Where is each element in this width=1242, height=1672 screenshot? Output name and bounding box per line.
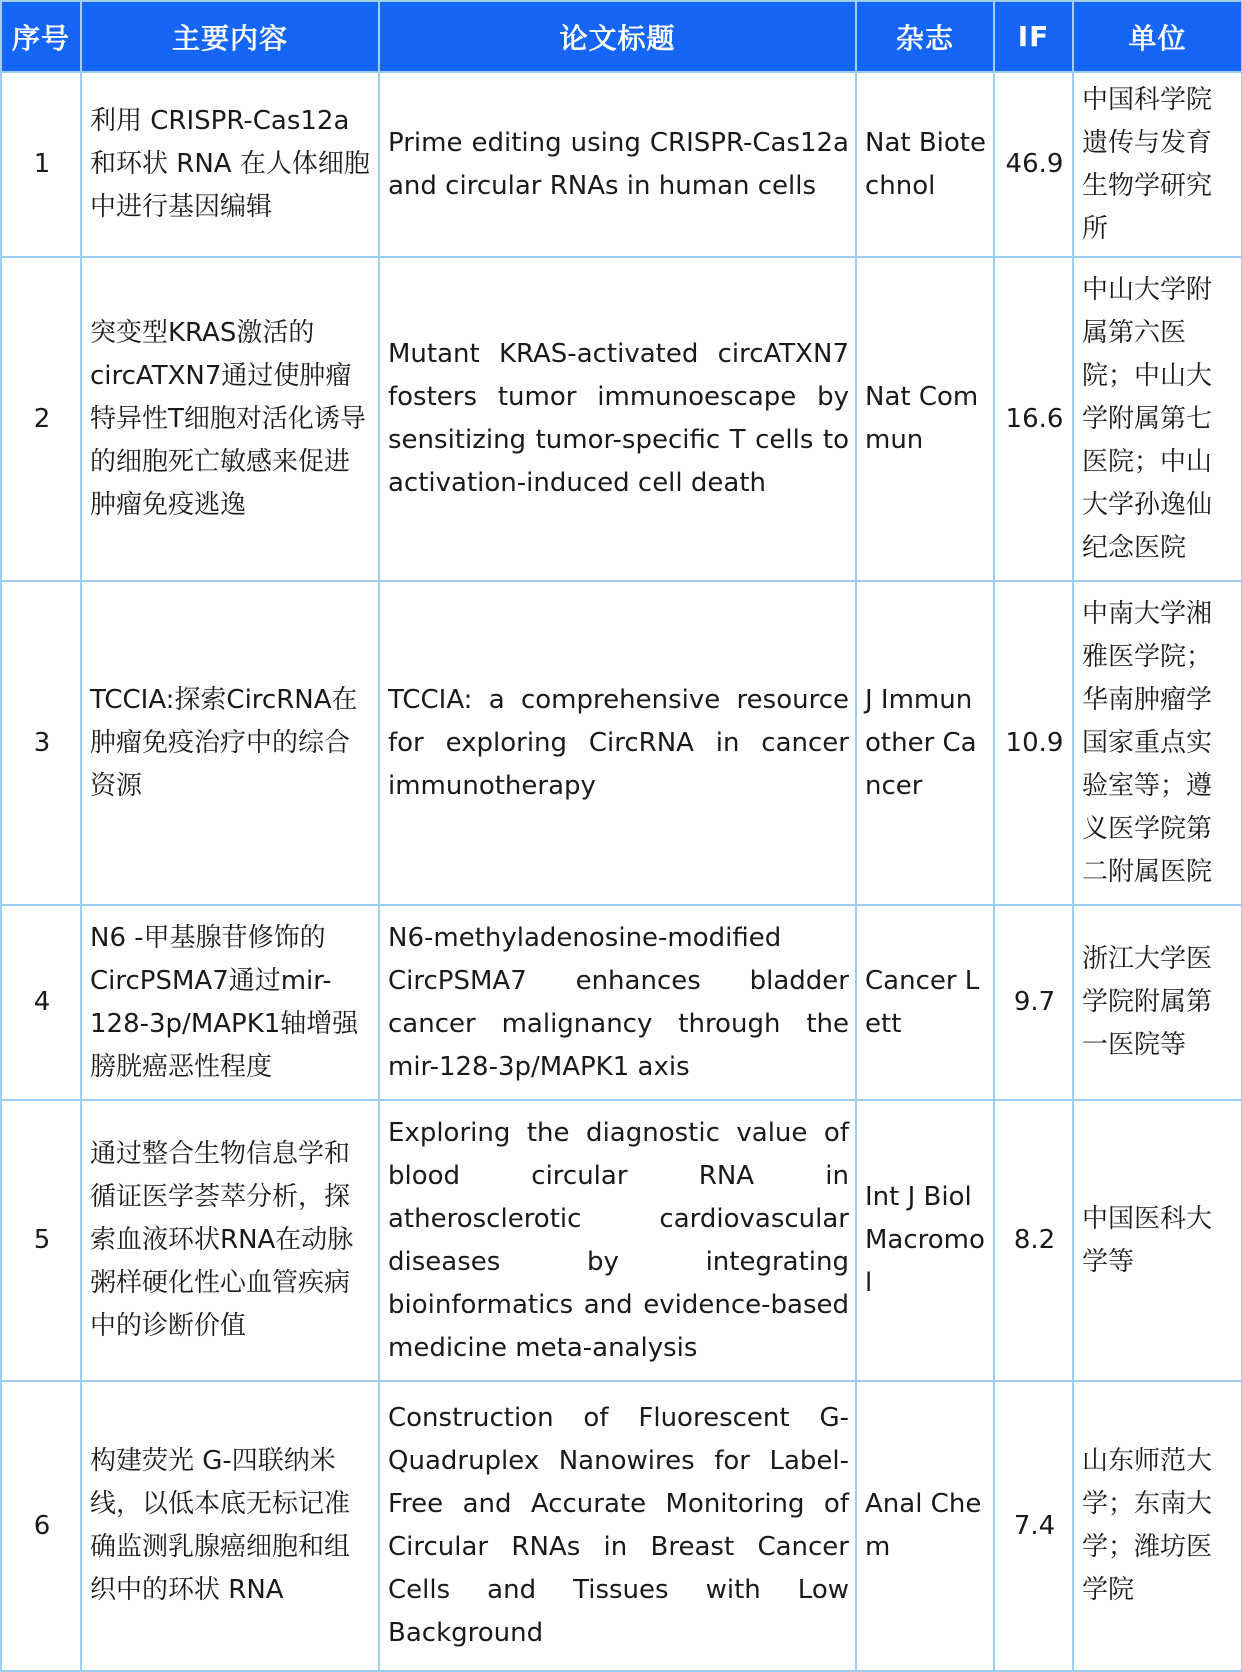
cell-if: 8.2	[994, 1100, 1073, 1381]
cell-if: 7.4	[994, 1381, 1073, 1671]
table-row	[1, 1381, 1242, 1671]
table-body	[1, 72, 1242, 1671]
table-row	[1, 72, 1242, 257]
cell-title: Construction of Fluorescent G-Quadruplex Nanowires for Label-Free and Accurate Monitoring of Circular RNAs in Breast Cancer Cells and Tissues with Low Background	[379, 1381, 856, 1671]
table-header	[1, 1, 1242, 72]
cell-if: 9.7	[994, 905, 1073, 1100]
cell-title: Prime editing using CRISPR-Cas12a and circular RNAs in human cells	[379, 72, 856, 257]
cell-unit: 浙江大学医学院附属第一医院等	[1073, 905, 1242, 1100]
table-row	[1, 257, 1242, 581]
cell-journal: J Immunother Cancer	[856, 581, 994, 905]
cell-content: 构建荧光 G-四联纳米线，以低本底无标记准确监测乳腺癌细胞和组织中的环状 RNA	[81, 1381, 379, 1671]
cell-if: 10.9	[994, 581, 1073, 905]
table-row	[1, 581, 1242, 905]
cell-if: 46.9	[994, 72, 1073, 257]
cell-content: N6 -甲基腺苷修饰的CircPSMA7通过mir-128-3p/MAPK1轴增强膀胱癌恶性程度	[81, 905, 379, 1100]
cell-content: 突变型KRAS激活的circATXN7通过使肿瘤特异性T细胞对活化诱导的细胞死亡敏感来促进肿瘤免疫逃逸	[81, 257, 379, 581]
cell-if: 16.6	[994, 257, 1073, 581]
cell-no: 2	[1, 257, 81, 581]
cell-unit: 中国科学院遗传与发育生物学研究所	[1073, 72, 1242, 257]
cell-no: 5	[1, 1100, 81, 1381]
cell-no: 4	[1, 905, 81, 1100]
cell-no: 1	[1, 72, 81, 257]
header-if: IF	[994, 1, 1073, 72]
cell-content: TCCIA:探索CircRNA在肿瘤免疫治疗中的综合资源	[81, 581, 379, 905]
header-journal: 杂志	[856, 1, 994, 72]
table-row	[1, 1100, 1242, 1381]
cell-content: 利用 CRISPR-Cas12a 和环状 RNA 在人体细胞中进行基因编辑	[81, 72, 379, 257]
cell-journal: Cancer Lett	[856, 905, 994, 1100]
cell-journal: Nat Commun	[856, 257, 994, 581]
cell-journal: Int J Biol Macromol	[856, 1100, 994, 1381]
cell-title: N6-methyladenosine-modified CircPSMA7 enhances bladder cancer malignancy through the mir-128-3p/MAPK1 axis	[379, 905, 856, 1100]
cell-journal: Nat Biotechnol	[856, 72, 994, 257]
cell-journal: Anal Chem	[856, 1381, 994, 1671]
table-row	[1, 905, 1242, 1100]
cell-title: TCCIA: a comprehensive resource for exploring CircRNA in cancer immunotherapy	[379, 581, 856, 905]
cell-unit: 中南大学湘雅医学院；华南肿瘤学国家重点实验室等；遵义医学院第二附属医院	[1073, 581, 1242, 905]
cell-unit: 中山大学附属第六医院；中山大学附属第七医院；中山大学孙逸仙纪念医院	[1073, 257, 1242, 581]
cell-content: 通过整合生物信息学和循证医学荟萃分析，探索血液环状RNA在动脉粥样硬化性心血管疾病中的诊断价值	[81, 1100, 379, 1381]
cell-unit: 山东师范大学；东南大学；潍坊医学院	[1073, 1381, 1242, 1671]
header-no: 序号	[1, 1, 81, 72]
header-title: 论文标题	[379, 1, 856, 72]
cell-no: 6	[1, 1381, 81, 1671]
cell-title: Exploring the diagnostic value of blood circular RNA in atherosclerotic cardiovascular diseases by integrating bioinformatics and evidence-based medicine meta-analysis	[379, 1100, 856, 1381]
cell-no: 3	[1, 581, 81, 905]
header-row	[1, 1, 1242, 72]
cell-unit: 中国医科大学等	[1073, 1100, 1242, 1381]
cell-title: Mutant KRAS-activated circATXN7 fosters tumor immunoescape by sensitizing tumor-specific T cells to activation-induced cell death	[379, 257, 856, 581]
header-unit: 单位	[1073, 1, 1242, 72]
header-content: 主要内容	[81, 1, 379, 72]
